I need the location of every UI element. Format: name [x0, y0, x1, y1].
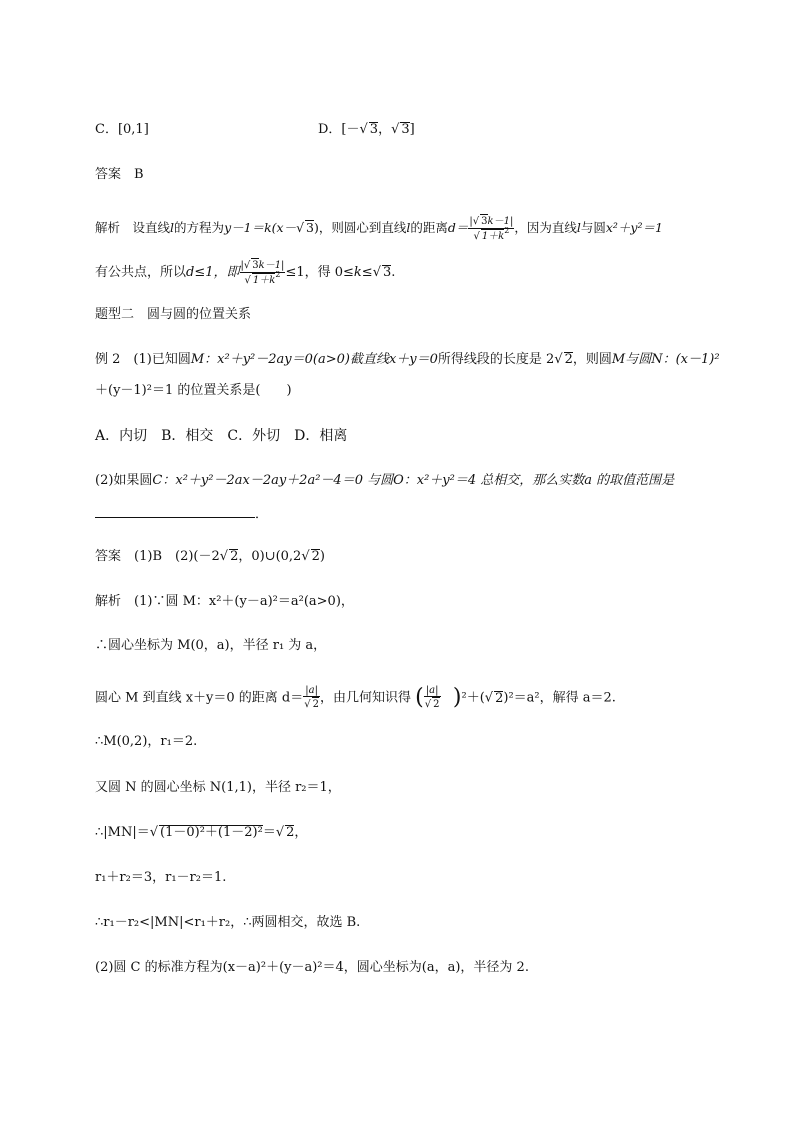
frac-num: k－1| [258, 260, 285, 271]
distance-fraction: $\frac{|√ 3k-1|}{√ 1+k^2}$ [240, 260, 285, 286]
sqrt-radicand: 3 [481, 216, 488, 227]
text: (1)∵圆 M：x²＋(y－a)²＝a²(a>0)， [134, 594, 354, 609]
frac-den: 2 [312, 699, 319, 710]
frac-den: 1＋k [252, 275, 276, 286]
distance-fraction: $\frac{|a|}{√ 2}$ [424, 685, 440, 710]
example-2-line-2: ＋(y－1)²＝1 的位置关系是( ) [95, 383, 292, 398]
answer-label: 答案 [95, 549, 122, 564]
sqrt-radicand: 3 [401, 122, 410, 137]
analysis-1-line-1 [95, 214, 663, 243]
sqrt-radicand: 3 [369, 122, 379, 137]
sqrt-radicand: 3 [382, 265, 392, 280]
sqrt-symbol: √ [372, 265, 381, 280]
paren-close: ) [452, 685, 462, 710]
frac-num: |a| [425, 685, 439, 696]
section-title: 题型二 圆与圆的位置关系 [95, 307, 252, 322]
frac-den: 2 [433, 699, 440, 710]
paren-open: ( [415, 685, 424, 710]
analysis-2-line-6 [95, 824, 307, 842]
frac-den: 1＋k [481, 231, 505, 242]
text: M与圆 [611, 352, 652, 367]
text: 所得线段的长度是 2 [437, 352, 555, 367]
frac-num: |a| [305, 685, 318, 696]
text: ≤1，得 0≤ [285, 265, 354, 280]
text: ． [255, 507, 269, 522]
circle-c-equation: C：x²＋y²－2ax－2ay＋2a²－4＝0 与圆 [152, 473, 394, 488]
text: ) [319, 549, 325, 564]
sqrt-symbol: √ [391, 122, 400, 137]
analysis-label: 解析 [95, 220, 121, 235]
analysis-2-line-4: ∴M(0,2)，r₁＝2. [95, 734, 198, 749]
option-d-prefix: D．[－ [318, 122, 360, 137]
text: ，由几何知识得 [320, 690, 412, 706]
text: a 的取值范围是 [584, 473, 675, 488]
sqrt-radicand: 2 [311, 549, 320, 564]
sqrt-radicand: 2 [495, 690, 504, 706]
text: d≤1，即 [186, 265, 240, 280]
analysis-2-line-2: ∴圆心坐标为 M(0，a)，半径 r₁ 为 a， [95, 638, 327, 653]
line-equation: x＋y＝0 [388, 352, 438, 367]
option-c: C．[0,1] [95, 122, 149, 137]
sqrt-symbol: √ [296, 220, 305, 235]
distance-fraction: $\frac{|√ 3k-1|}{√ 1+k^2}$ [469, 216, 514, 242]
example-2-blank-line [95, 503, 268, 524]
frac-num: k－1| [487, 216, 514, 227]
text: (1)B (2)(－2 [134, 549, 220, 564]
var-l: l [576, 220, 581, 235]
example-2-choices: A．内切 B．相交 C．外切 D．相离 [95, 428, 348, 444]
text: 有公共点，所以 [95, 265, 187, 280]
example-2-q2 [95, 472, 674, 490]
sqrt-radicand: 3 [306, 220, 314, 235]
option-d-sep: ， [378, 122, 392, 137]
analysis-2-line-1 [95, 593, 354, 611]
circle-m-equation: M：x²＋y²－2ay＝0(a>0)截直线 [190, 352, 389, 367]
sqrt-symbol: √ [301, 549, 310, 564]
text: ，则圆 [572, 352, 612, 367]
var-l: l [406, 220, 411, 235]
var-l: l [170, 220, 175, 235]
circle-o-equation: O：x²＋y²＝4 总相交，那么实数 [393, 473, 585, 488]
sqrt-radicand: 2 [230, 549, 239, 564]
text: 的距离 [410, 220, 448, 235]
text: ，因为直线 [514, 220, 577, 235]
answer-value: B [134, 167, 144, 182]
text: 设直线 [132, 220, 171, 235]
analysis-2-line-7: r₁＋r₂＝3，r₁－r₂＝1. [95, 870, 227, 885]
text: ²＋( [461, 690, 485, 706]
sqrt-symbol: √ [149, 825, 159, 840]
sqrt-radicand: 2 [286, 825, 295, 840]
sqrt-radicand: (1－0)²＋(1－2)² [160, 825, 263, 840]
text: (1)已知圆 [133, 352, 191, 367]
text: 的方程为 [174, 220, 225, 235]
analysis-1-line-2 [95, 258, 395, 287]
answer-blank [95, 503, 255, 518]
text: k≤ [353, 265, 373, 280]
text: ， [294, 825, 308, 840]
text: )，则圆心到直线 [314, 220, 407, 235]
option-d-suffix: ] [409, 122, 415, 137]
circle-equation: x²＋y²＝1 [605, 220, 663, 235]
text: 圆心 M 到直线 x＋y＝0 的距离 d＝ [95, 690, 304, 706]
sqrt-symbol: √ [359, 122, 368, 137]
text: ，0)∪(0,2 [238, 549, 302, 564]
option-d [318, 121, 415, 139]
analysis-label: 解析 [95, 594, 122, 609]
sqrt-radicand: 3 [252, 260, 259, 271]
answer-label: 答案 [95, 167, 122, 182]
analysis-2-line-5: 又圆 N 的圆心坐标 N(1,1)，半径 r₂＝1， [95, 780, 341, 795]
text: )²＝a²，解得 a＝2. [503, 690, 616, 706]
line-equation: y－1＝k(x－ [224, 220, 297, 235]
text: (2)如果圆 [95, 473, 153, 488]
text: ∴|MN|＝ [95, 825, 150, 840]
text: 与圆 [580, 220, 606, 235]
text: . [391, 265, 396, 280]
example-label: 例 2 [95, 352, 121, 367]
circle-n-equation: N：(x－1)² [651, 352, 720, 367]
analysis-2-line-8: ∴r₁－r₂<|MN|<r₁＋r₂，∴两圆相交，故选 B. [95, 915, 361, 930]
sqrt-symbol: √ [484, 690, 494, 706]
sqrt-radicand: 2 [564, 352, 573, 367]
sqrt-symbol: √ [275, 825, 285, 840]
example-2-line-1 [95, 351, 720, 369]
analysis-2-line-9: (2)圆 C 的标准方程为(x－a)²＋(y－a)²＝4，圆心坐标为(a，a)，半径为 2. [95, 960, 529, 975]
distance-fraction: $\frac{|a|}{√ 2}$ [304, 685, 319, 710]
sqrt-symbol: √ [554, 352, 563, 367]
analysis-2-line-3 [95, 685, 616, 711]
text: ＝ [262, 825, 276, 840]
sqrt-symbol: √ [219, 549, 229, 564]
distance-symbol: d＝ [447, 220, 469, 235]
answer-1 [95, 166, 144, 184]
answer-2 [95, 548, 325, 566]
